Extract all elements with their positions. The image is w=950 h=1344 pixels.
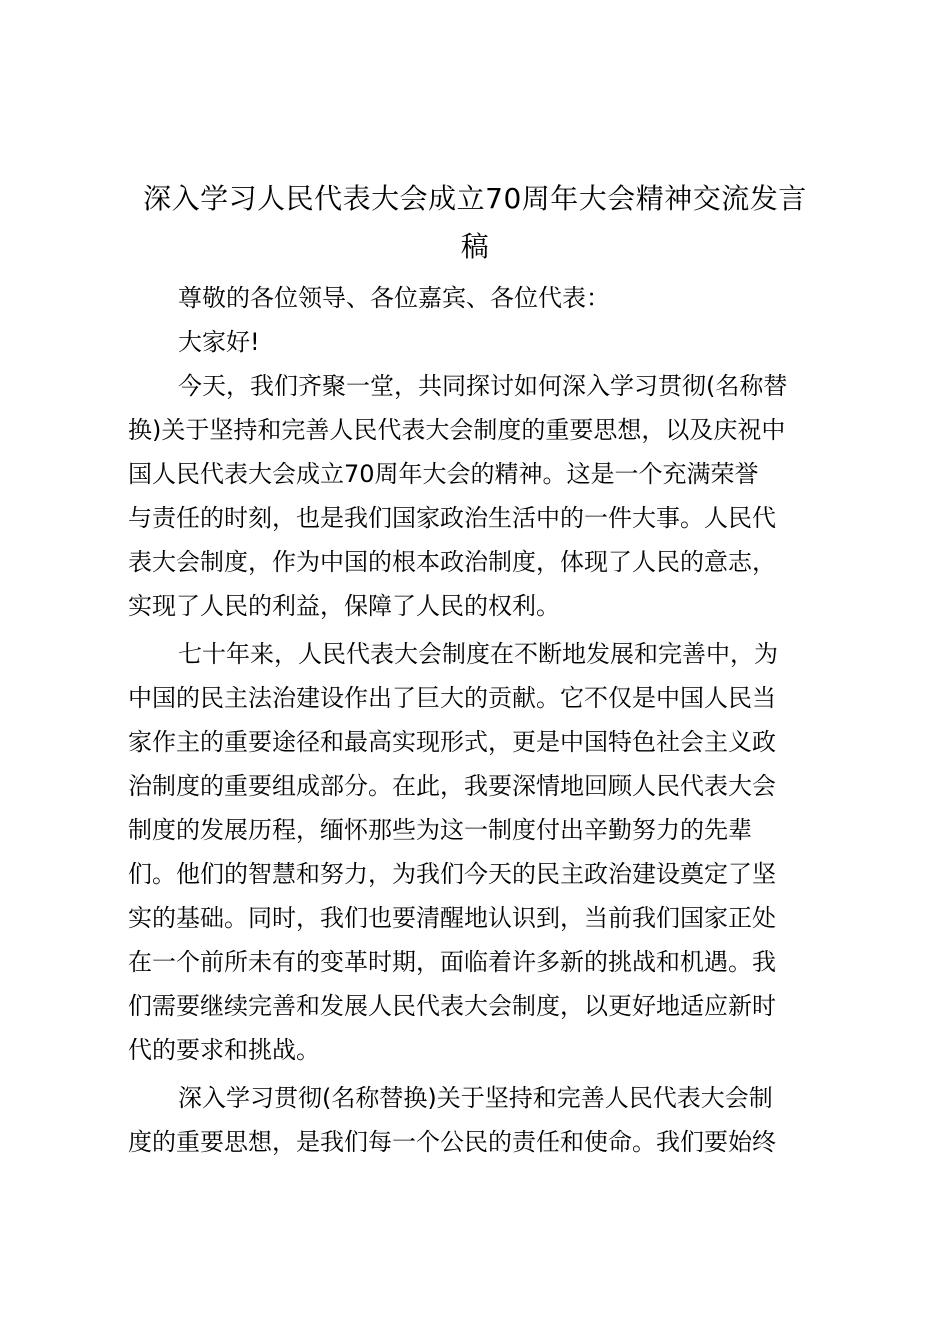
greeting-line: 大家好! xyxy=(178,328,260,356)
body-text-line: 们需要继续完善和发展人民代表大会制度，以更好地适应新时 xyxy=(128,992,776,1020)
body-text-line: 家作主的重要途径和最高实现形式，更是中国特色社会主义政 xyxy=(128,728,776,756)
body-text-line: 与责任的时刻，也是我们国家政治生活中的一件大事。人民代 xyxy=(128,504,776,532)
body-text-line: 今天，我们齐聚一堂，共同探讨如何深入学习贯彻(名称替 xyxy=(178,372,788,400)
body-text-line: 深入学习贯彻(名称替换)关于坚持和完善人民代表大会制 xyxy=(178,1084,773,1112)
body-text-line: 国人民代表大会成立70周年大会的精神。这是一个充满荣誉 xyxy=(128,460,759,488)
body-text-line: 换)关于坚持和完善人民代表大会制度的重要思想，以及庆祝中 xyxy=(128,416,786,444)
document-title-continuation: 稿 xyxy=(460,230,490,263)
body-text-line: 实现了人民的利益，保障了人民的权利。 xyxy=(128,592,560,620)
body-text-line: 在一个前所未有的变革时期，面临着许多新的挑战和机遇。我 xyxy=(128,948,776,976)
body-text-line: 代的要求和挑战。 xyxy=(128,1036,320,1064)
document-title: 深入学习人民代表大会成立70周年大会精神交流发言 xyxy=(143,182,807,215)
body-text-line: 度的重要思想，是我们每一个公民的责任和使命。我们要始终 xyxy=(128,1128,776,1156)
salutation-line: 尊敬的各位领导、各位嘉宾、各位代表： xyxy=(178,284,610,312)
body-text-line: 表大会制度，作为中国的根本政治制度，体现了人民的意志， xyxy=(128,548,776,576)
body-text-line: 七十年来，人民代表大会制度在不断地发展和完善中，为 xyxy=(178,640,778,668)
body-text-line: 中国的民主法治建设作出了巨大的贡献。它不仅是中国人民当 xyxy=(128,684,776,712)
body-text-line: 实的基础。同时，我们也要清醒地认识到，当前我们国家正处 xyxy=(128,904,776,932)
body-text-line: 们。他们的智慧和努力，为我们今天的民主政治建设奠定了坚 xyxy=(128,860,776,888)
body-text-line: 治制度的重要组成部分。在此，我要深情地回顾人民代表大会 xyxy=(128,772,776,800)
body-text-line: 制度的发展历程，缅怀那些为这一制度付出辛勤努力的先辈 xyxy=(128,816,752,844)
